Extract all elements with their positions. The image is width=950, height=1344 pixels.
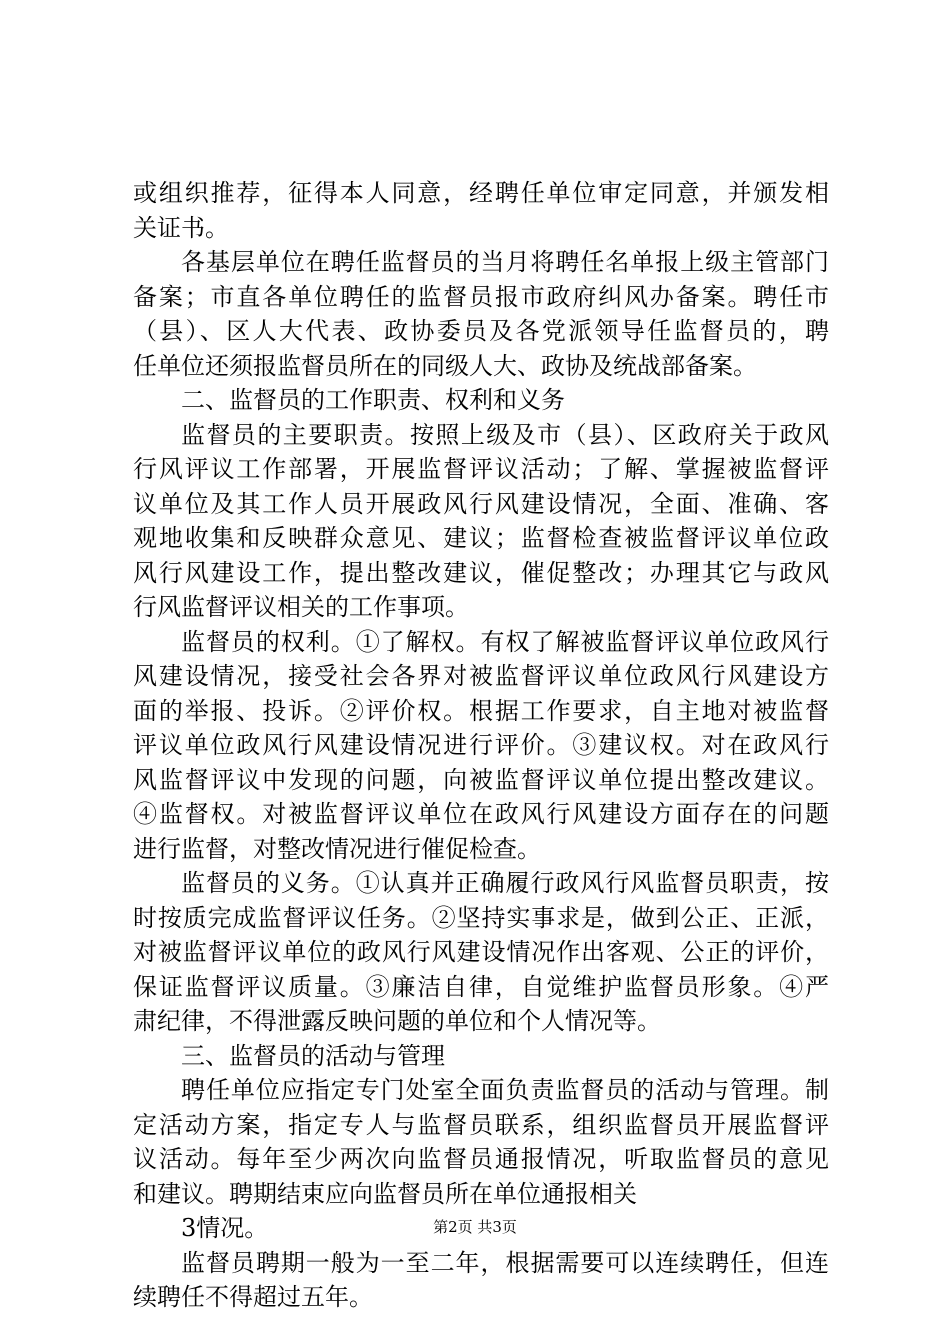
text-line: 肃纪律，不得泄露反映问题的单位和个人情况等。 (133, 1007, 661, 1035)
text-line: 风建设情况，接受社会各界对被监督评议单位政风行风建设方 (133, 662, 829, 690)
text-line: 面的举报、投诉。②评价权。根据工作要求，自主地对被监督 (133, 696, 829, 725)
text-line: 各基层单位在聘任监督员的当月将聘任名单报上级主管部门 (181, 248, 829, 276)
text-line: 风行风建设工作，提出整改建议，催促整改；办理其它与政风 (133, 558, 829, 587)
text-line: 关证书。 (133, 213, 229, 242)
text-line: 行风评议工作部署，开展监督评议活动；了解、掌握被监督评 (133, 455, 829, 483)
document-body (133, 176, 829, 1315)
text-line: 观地收集和反映群众意见、建议；监督检查被监督评议单位政 (133, 524, 829, 552)
text-line: 续聘任不得超过五年。 (133, 1283, 373, 1311)
text-line: 定活动方案，指定专人与监督员联系，组织监督员开展监督评 (133, 1110, 829, 1139)
text-line: 风监督评议中发现的问题，向被监督评议单位提出整改建议。 (133, 765, 829, 794)
text-line: 监督员的义务。①认真并正确履行政风行风监督员职责，按 (181, 869, 829, 897)
page-footer: 第2页 共3页 (433, 1218, 517, 1236)
text-line: 或组织推荐，征得本人同意，经聘任单位审定同意，并颁发相 (133, 179, 829, 207)
section-heading: 二、监督员的工作职责、权利和义务 (181, 386, 565, 414)
text-line: 备案；市直各单位聘任的监督员报市政府纠风办备案。聘任市 (133, 282, 829, 311)
text-line: 3情况。 (181, 1214, 269, 1242)
section-heading: 三、监督员的活动与管理 (181, 1041, 445, 1070)
text-line: 议单位及其工作人员开展政风行风建设情况，全面、准确、客 (133, 489, 829, 518)
text-line: 监督员的主要职责。按照上级及市（县）、区政府关于政风 (181, 420, 829, 449)
text-line: 和建议。聘期结束应向监督员所在单位通报相关 (133, 1179, 637, 1208)
text-line: 时按质完成监督评议任务。②坚持实事求是，做到公正、正派， (133, 903, 829, 932)
text-line: 监督员聘期一般为一至二年，根据需要可以连续聘任，但连 (181, 1248, 829, 1277)
text-line: 任单位还须报监督员所在的同级人大、政协及统战部备案。 (133, 351, 757, 380)
text-line: 进行监督，对整改情况进行催促检查。 (133, 834, 541, 863)
text-line: 聘任单位应指定专门处室全面负责监督员的活动与管理。制 (181, 1076, 829, 1104)
text-line: 评议单位政风行风建设情况进行评价。③建议权。对在政风行 (133, 731, 829, 759)
text-line: 对被监督评议单位的政风行风建设情况作出客观、公正的评价， (133, 938, 829, 966)
text-line: ④监督权。对被监督评议单位在政风行风建设方面存在的问题 (133, 800, 829, 828)
text-line: 监督员的权利。①了解权。有权了解被监督评议单位政风行 (181, 627, 829, 656)
text-line: （县）、区人大代表、政协委员及各党派领导任监督员的，聘 (133, 317, 829, 345)
text-line: 行风监督评议相关的工作事项。 (133, 593, 469, 621)
text-line: 保证监督评议质量。③廉洁自律，自觉维护监督员形象。④严 (133, 972, 829, 1001)
text-line: 议活动。每年至少两次向监督员通报情况，听取监督员的意见 (133, 1145, 829, 1173)
